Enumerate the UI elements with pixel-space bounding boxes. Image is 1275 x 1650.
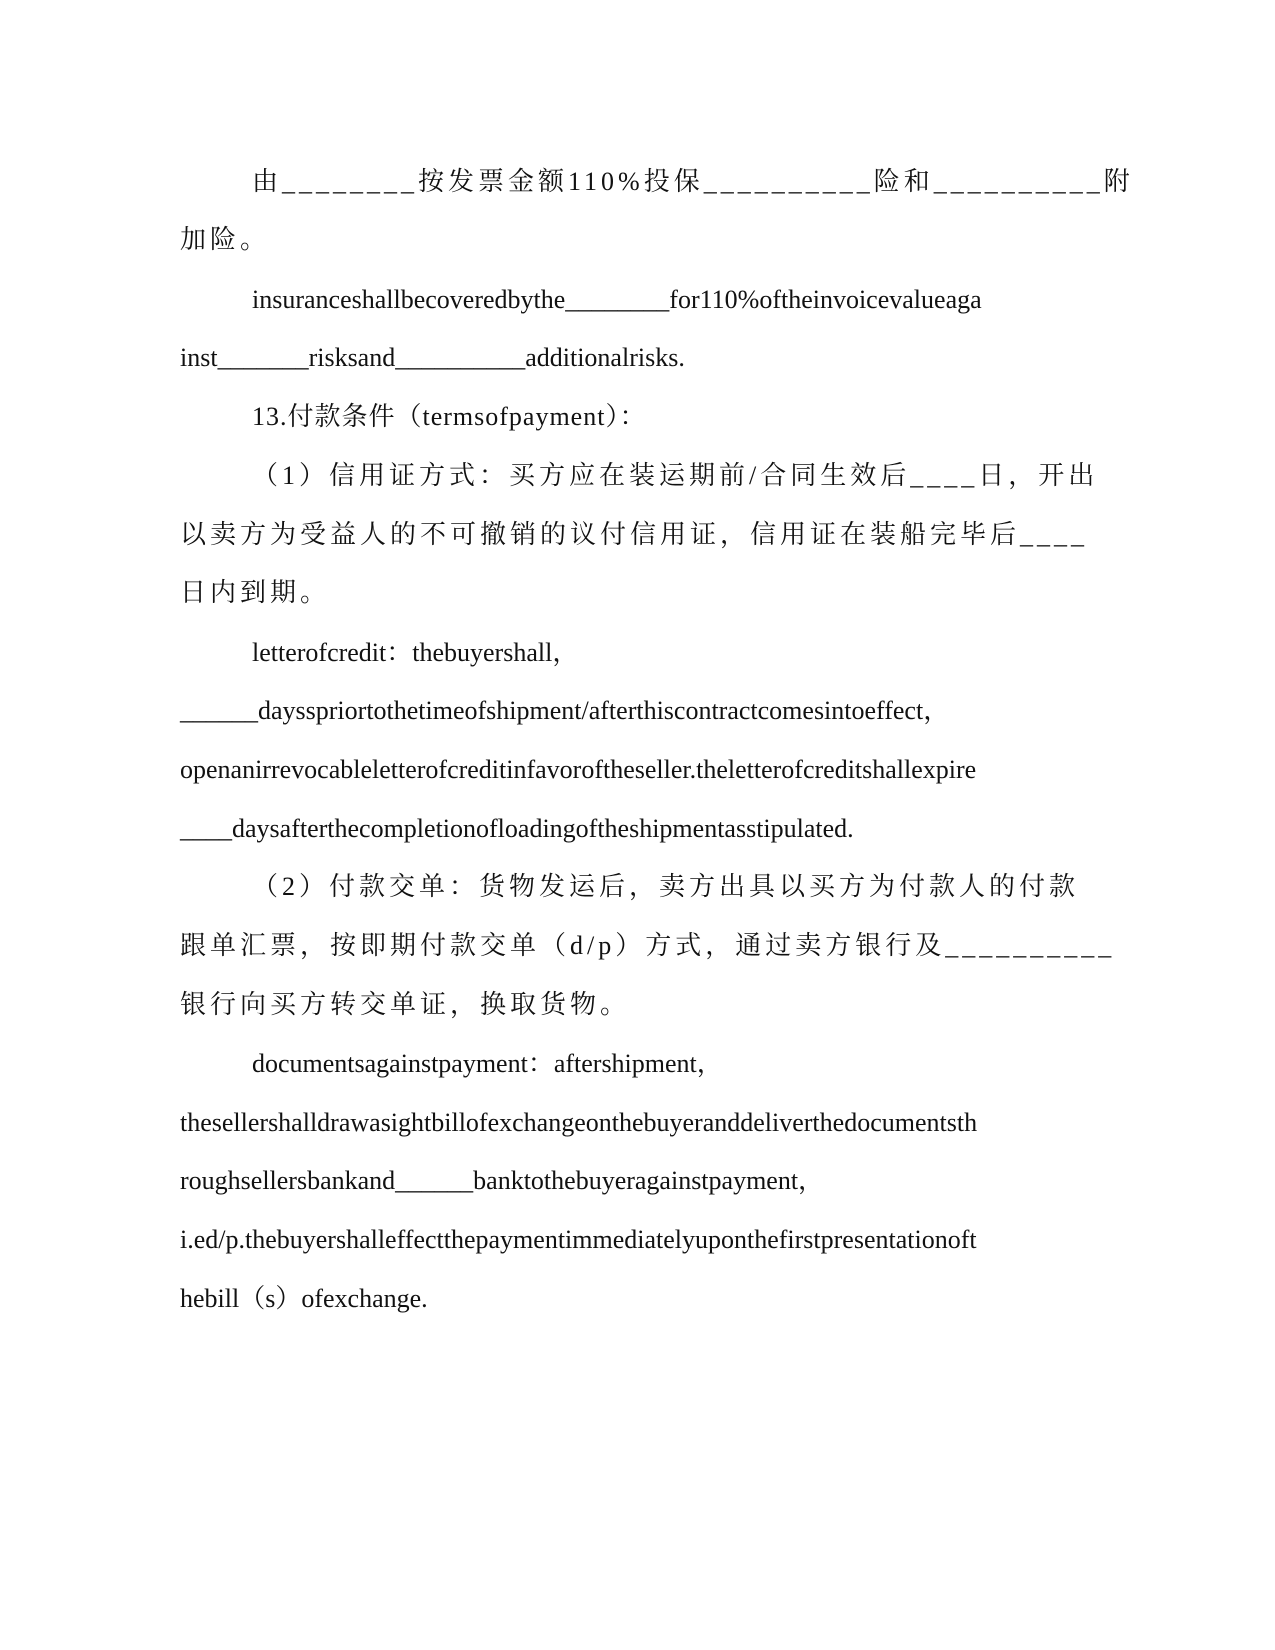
lc-clause-en-line-3: openanirrevocableletterofcreditinfavoroftheseller.theletterofcreditshallexpire — [180, 755, 977, 784]
lc-clause-cn-line-3: 日内到期。 — [180, 578, 331, 607]
insurance-clause-en-line-1: insuranceshallbecoveredbythe________for110%oftheinvoicevalueaga — [252, 285, 982, 314]
lc-clause-cn-line-2: 以卖方为受益人的不可撤销的议付信用证，信用证在装船完毕后____ — [180, 520, 1089, 549]
insurance-clause-cn-line-1: 由________按发票金额110%投保__________险和__________附 — [252, 167, 1134, 196]
dp-clause-en-line-2: thesellershalldrawasightbillofexchangeonthebuyeranddeliverthedocumentsth — [180, 1108, 978, 1137]
dp-clause-en-line-3: roughsellersbankand______banktothebuyeragainstpayment， — [180, 1166, 825, 1195]
lc-clause-en-line-4: ____daysafterthecompletionofloadingoftheshipmentasstipulated. — [180, 814, 854, 843]
payment-terms-heading: 13.付款条件（termsofpayment）： — [252, 402, 647, 431]
lc-clause-cn-line-1: （1）信用证方式：买方应在装运期前/合同生效后____日，开出 — [252, 461, 1099, 490]
lc-clause-en-line-1: letterofcredit：thebuyershall， — [252, 638, 579, 667]
dp-clause-en-line-4: i.ed/p.thebuyershalleffectthepaymentimmediatelyuponthefirstpresentationoft — [180, 1225, 977, 1254]
dp-clause-en-line-5: hebill（s）ofexchange. — [180, 1284, 428, 1313]
insurance-clause-en-line-2: inst_______risksand__________additionalrisks. — [180, 343, 685, 372]
dp-clause-cn-line-1: （2）付款交单：货物发运后，卖方出具以买方为付款人的付款 — [252, 872, 1080, 901]
insurance-clause-cn-line-2: 加险。 — [180, 225, 271, 254]
dp-clause-cn-line-3: 银行向买方转交单证，换取货物。 — [180, 990, 631, 1019]
dp-clause-en-line-1: documentsagainstpayment：aftershipment， — [252, 1049, 723, 1078]
lc-clause-en-line-2: ______daysspriortothetimeofshipment/afterthiscontractcomesintoeffect， — [180, 696, 950, 725]
dp-clause-cn-line-2: 跟单汇票，按即期付款交单（d/p）方式，通过卖方银行及__________ — [180, 931, 1116, 960]
